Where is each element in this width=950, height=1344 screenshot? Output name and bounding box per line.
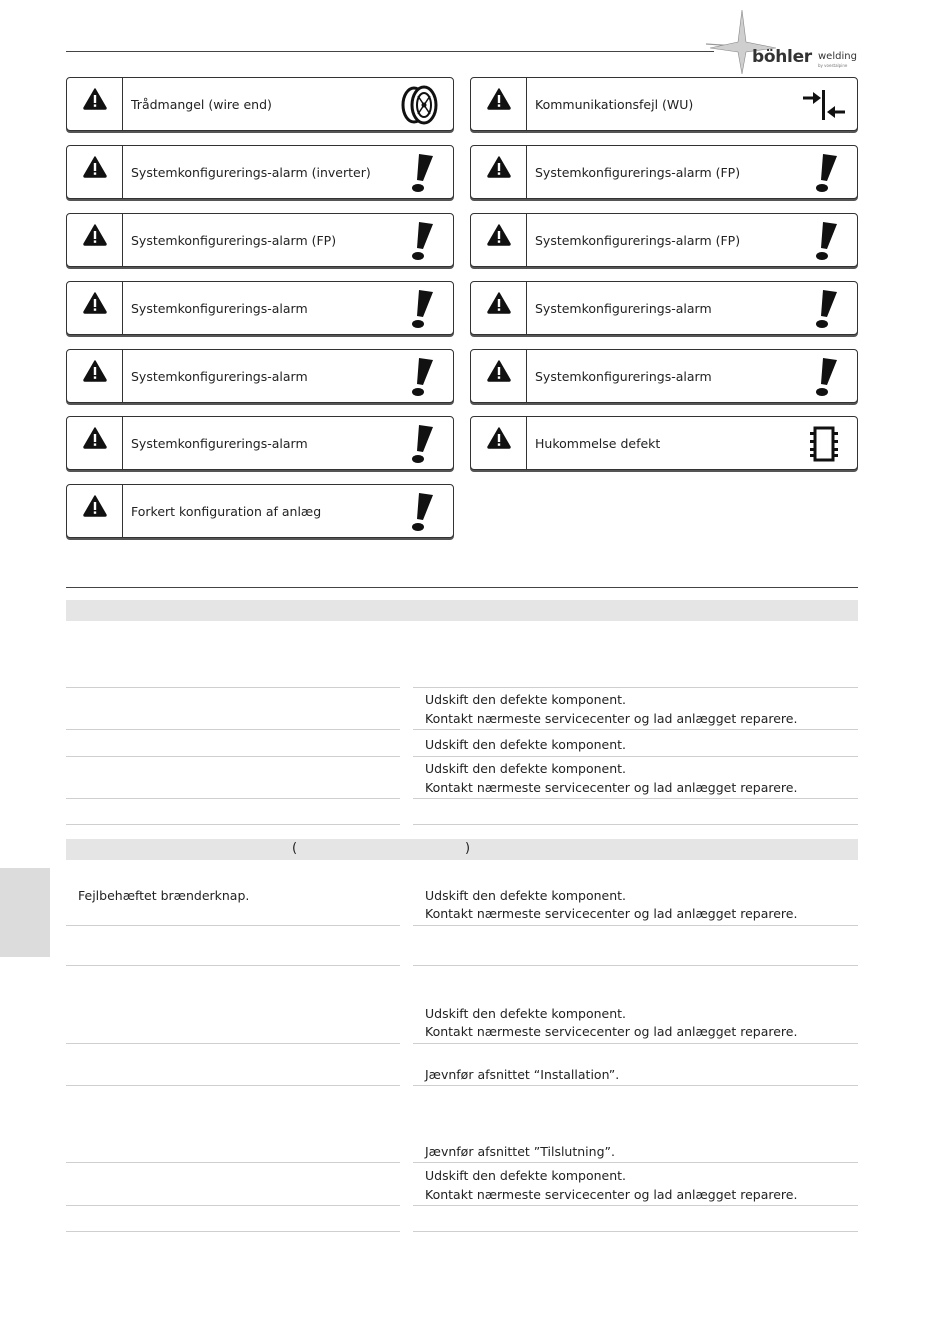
row-divider [413, 687, 858, 688]
row-divider [413, 756, 858, 757]
row-divider [66, 798, 400, 799]
row-divider [413, 1162, 858, 1163]
remedy-text: Udskift den defekte komponent. [425, 888, 627, 903]
alarm-card-config-inverter [66, 145, 454, 199]
warning-triangle-icon [67, 214, 123, 266]
exclamation-mark-icon [397, 491, 443, 533]
warning-triangle-icon [471, 417, 527, 469]
alarm-label: Trådmangel (wire end) [131, 97, 272, 112]
row-divider [413, 1205, 858, 1206]
warning-triangle-icon [67, 485, 123, 537]
alarm-card-config [66, 349, 454, 403]
alarm-label: Kommunikationsfejl (WU) [535, 97, 694, 112]
paren-open: ( [292, 841, 298, 856]
warning-triangle-icon [67, 282, 123, 334]
alarm-label: Systemkonfigurerings-alarm [535, 301, 712, 316]
alarm-card-config [470, 349, 858, 403]
brand-suffix: welding [818, 51, 857, 62]
remedy-text: Kontakt nærmeste servicecenter og lad anlægget reparere. [425, 1187, 798, 1202]
alarm-label: Systemkonfigurerings-alarm (inverter) [131, 165, 371, 180]
wire-spool-icon [397, 84, 443, 126]
remedy-text: Kontakt nærmeste servicecenter og lad anlægget reparere. [425, 711, 798, 726]
memory-chip-icon [801, 423, 847, 465]
row-divider [66, 925, 400, 926]
warning-triangle-icon [471, 282, 527, 334]
alarm-card-config-fp [470, 145, 858, 199]
warning-triangle-icon [471, 214, 527, 266]
remedy-text: Kontakt nærmeste servicecenter og lad anlægget reparere. [425, 1024, 798, 1039]
row-divider [413, 925, 858, 926]
alarm-card-wrong-configuration [66, 484, 454, 538]
alarm-label: Systemkonfigurerings-alarm (FP) [535, 165, 741, 180]
row-divider [413, 824, 858, 825]
warning-triangle-icon [67, 146, 123, 198]
alarm-label: Systemkonfigurerings-alarm [131, 301, 308, 316]
communication-arrows-icon [801, 84, 847, 126]
paren-close: ) [465, 841, 471, 856]
row-divider [66, 687, 400, 688]
alarm-label: Hukommelse defekt [535, 436, 661, 451]
exclamation-mark-icon [397, 220, 443, 262]
warning-triangle-icon [471, 350, 527, 402]
row-divider [66, 824, 400, 825]
chapter-side-tab [0, 868, 50, 957]
exclamation-mark-icon [397, 152, 443, 194]
remedy-text: Udskift den defekte komponent. [425, 1006, 627, 1021]
row-divider [66, 1085, 400, 1086]
row-divider [413, 729, 858, 730]
warning-triangle-icon [67, 350, 123, 402]
row-divider [413, 798, 858, 799]
exclamation-mark-icon [801, 356, 847, 398]
alarm-label: Systemkonfigurerings-alarm [535, 369, 712, 384]
row-divider [413, 1231, 858, 1232]
remedy-text: Udskift den defekte komponent. [425, 761, 627, 776]
alarm-label: Systemkonfigurerings-alarm [131, 369, 308, 384]
alarm-label: Systemkonfigurerings-alarm (FP) [535, 233, 741, 248]
row-divider [66, 1205, 400, 1206]
row-divider [66, 965, 400, 966]
warning-triangle-icon [471, 78, 527, 130]
remedy-text: Jævnfør afsnittet ”Tilslutning”. [425, 1144, 615, 1159]
row-divider [66, 756, 400, 757]
warning-triangle-icon [471, 146, 527, 198]
exclamation-mark-icon [801, 288, 847, 330]
alarm-card-config-fp [66, 213, 454, 267]
remedy-text: Kontakt nærmeste servicecenter og lad anlægget reparere. [425, 906, 798, 921]
table-header-band [66, 600, 858, 621]
alarm-card-config [66, 416, 454, 470]
exclamation-mark-icon [801, 220, 847, 262]
remedy-text: Kontakt nærmeste servicecenter og lad anlægget reparere. [425, 780, 798, 795]
warning-triangle-icon [67, 417, 123, 469]
exclamation-mark-icon [397, 356, 443, 398]
table-header-band [66, 839, 858, 860]
alarm-card-communication [470, 77, 858, 131]
exclamation-mark-icon [397, 423, 443, 465]
header-rule [66, 51, 714, 52]
warning-triangle-icon [67, 78, 123, 130]
row-divider [66, 1043, 400, 1044]
remedy-text: Jævnfør afsnittet “Installation”. [425, 1067, 620, 1082]
row-divider [413, 965, 858, 966]
row-divider [413, 1085, 858, 1086]
exclamation-mark-icon [397, 288, 443, 330]
brand-byline: by voestalpine [818, 63, 848, 68]
remedy-text: Udskift den defekte komponent. [425, 692, 627, 707]
exclamation-mark-icon [801, 152, 847, 194]
row-divider [66, 1231, 400, 1232]
cause-text: Fejlbehæftet brænderknap. [78, 888, 250, 903]
alarm-card-config [470, 281, 858, 335]
remedy-text: Udskift den defekte komponent. [425, 1168, 627, 1183]
row-divider [66, 729, 400, 730]
row-divider [66, 1162, 400, 1163]
remedy-text: Udskift den defekte komponent. [425, 737, 627, 752]
alarm-label: Forkert konfiguration af anlæg [131, 504, 322, 519]
alarm-card-memory [470, 416, 858, 470]
section-rule [66, 587, 858, 588]
alarm-card-wire-end [66, 77, 454, 131]
alarm-label: Systemkonfigurerings-alarm (FP) [131, 233, 337, 248]
brand-name: böhler [752, 47, 812, 67]
alarm-card-config-fp [470, 213, 858, 267]
alarm-card-config [66, 281, 454, 335]
row-divider [413, 1043, 858, 1044]
alarm-label: Systemkonfigurerings-alarm [131, 436, 308, 451]
